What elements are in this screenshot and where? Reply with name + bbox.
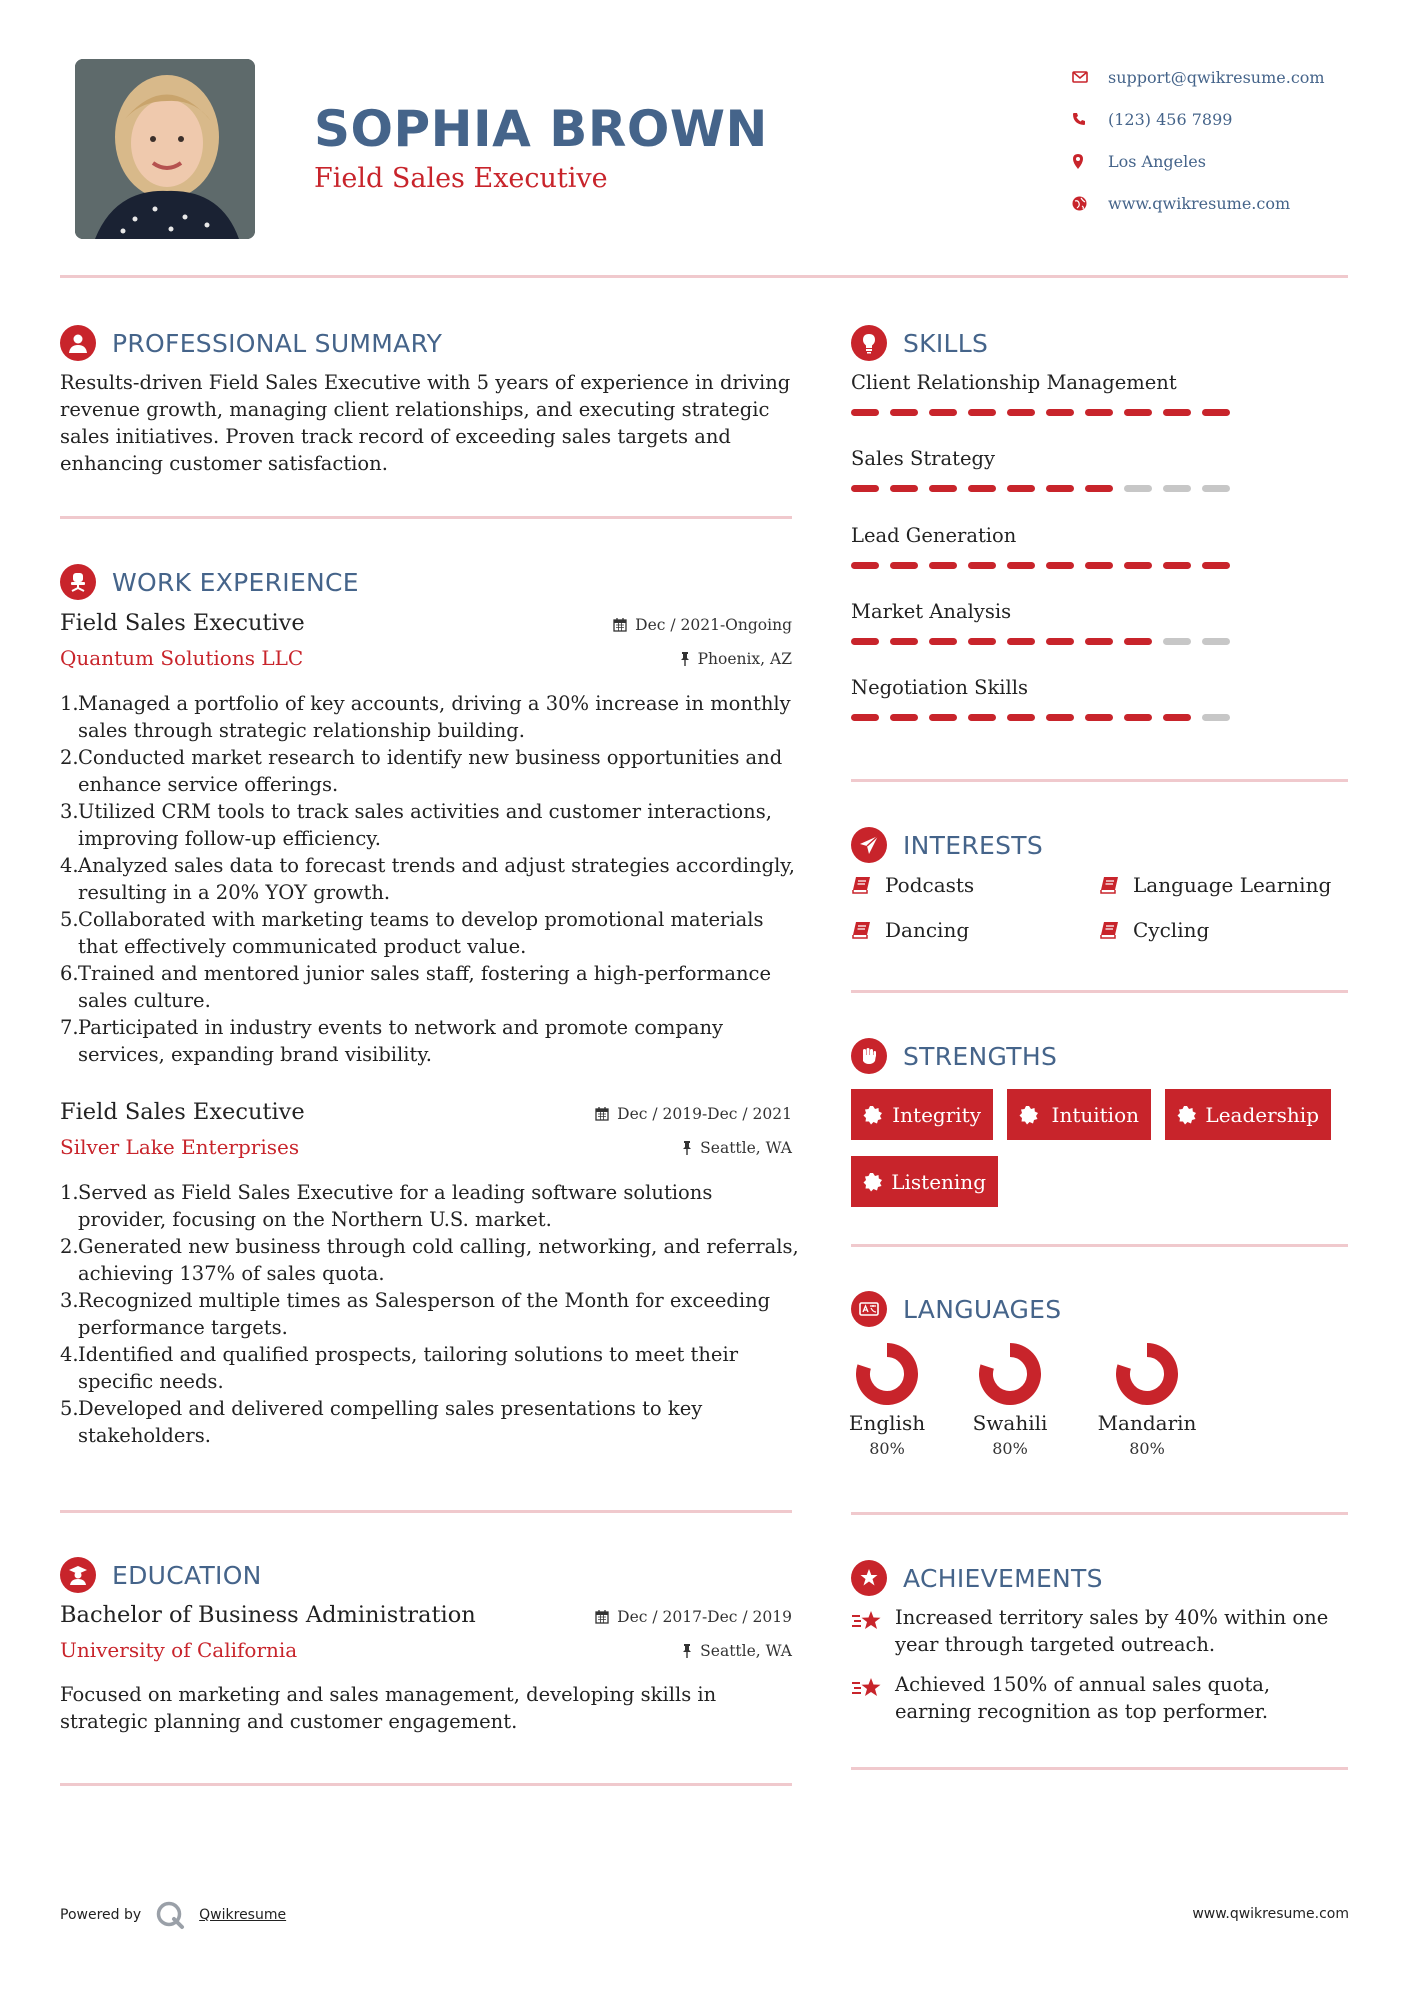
skill-dash-filled [1085, 409, 1113, 416]
education-description: Focused on marketing and sales management, developing skills in strategic planning and customer engagement. [60, 1683, 717, 1733]
skill-item [851, 600, 1271, 623]
list-item: 2.Generated new business through cold calling, networking, and referrals, achieving 137% of sales quota. [60, 1235, 799, 1285]
contact-location-text: Los Angeles [1108, 151, 1206, 171]
strength-label: Listening [891, 1169, 986, 1194]
envelope-icon [1072, 71, 1108, 83]
job-location: Phoenix, AZ [680, 650, 792, 668]
book-icon [1099, 876, 1133, 894]
education-heading [60, 1555, 262, 1595]
summary-heading [60, 323, 442, 363]
skill-dash-filled [1007, 485, 1035, 492]
skill-dash-filled [890, 409, 918, 416]
lightbulb-icon [851, 325, 887, 361]
book-icon [851, 876, 885, 894]
interest-item [851, 873, 974, 897]
contact-email-text: support@qwikresume.com [1108, 67, 1325, 87]
interest-label: Podcasts [885, 873, 975, 897]
skill-dash-filled [1085, 714, 1113, 721]
job-title: Field Sales Executive [60, 1099, 305, 1125]
skill-item [851, 524, 1271, 547]
footer-url[interactable]: www.qwikresume.com [1192, 1906, 1349, 1922]
skill-level-bar [851, 638, 1241, 645]
achievements-divider [851, 1767, 1348, 1770]
graduate-icon [60, 1557, 96, 1593]
language-ring [1116, 1343, 1178, 1405]
skill-level-bar [851, 409, 1241, 416]
skill-level-bar [851, 714, 1241, 721]
skill-dash-filled [890, 485, 918, 492]
skill-dash-filled [851, 409, 879, 416]
strength-badge [851, 1089, 993, 1140]
job-dates: Dec / 2021-Ongoing [613, 616, 792, 634]
skill-level-bar [851, 485, 1241, 492]
skill-dash-filled [968, 638, 996, 645]
calendar-icon [595, 1107, 609, 1121]
list-item: 7.Participated in industry events to network and promote company services, expanding brand visibility. [60, 1016, 724, 1066]
strength-badge [1165, 1089, 1331, 1140]
user-icon [60, 325, 96, 361]
calendar-icon [613, 618, 627, 632]
avatar-illustration [75, 59, 255, 239]
interest-item [1099, 918, 1209, 942]
skill-dash-empty [1124, 485, 1152, 492]
education-divider [60, 1783, 792, 1786]
header-divider [60, 275, 1348, 278]
interest-label: Language Learning [1133, 873, 1332, 897]
skill-dash-filled [1085, 562, 1113, 569]
skill-level-bar [851, 562, 1241, 569]
languages-title: LANGUAGES [903, 1294, 1062, 1324]
language-ring [856, 1343, 918, 1405]
list-item: 2.Conducted market research to identify new business opportunities and enhance service offerings. [60, 746, 783, 796]
achievements-title: ACHIEVEMENTS [903, 1563, 1103, 1593]
skill-dash-filled [968, 562, 996, 569]
badge-icon [863, 1105, 892, 1125]
list-item: 5.Collaborated with marketing teams to develop promotional materials that effectively communicated product value. [60, 908, 764, 958]
languages-divider [851, 1512, 1348, 1515]
phone-icon [1072, 112, 1108, 126]
badge-icon [1019, 1105, 1052, 1125]
skill-name: Sales Strategy [851, 447, 995, 470]
skill-dash-filled [851, 562, 879, 569]
powered-by-label: Powered by [60, 1907, 142, 1923]
badge-icon [1177, 1105, 1205, 1125]
office-chair-icon [60, 564, 96, 600]
summary-divider [60, 516, 792, 519]
skill-dash-filled [1046, 714, 1074, 721]
summary-text: Results-driven Field Sales Executive with 5 years of experience in driving revenue growth, managing client relationships, and executing strategic sales initiatives. Proven track record of exceeding sales targets and enhancing customer satisfaction. [60, 371, 791, 475]
education-dates: Dec / 2017-Dec / 2019 [595, 1608, 792, 1626]
list-item: 3.Recognized multiple times as Salesperson of the Month for exceeding performance targets. [60, 1289, 771, 1339]
skill-dash-filled [1007, 714, 1035, 721]
contact-phone[interactable] [1072, 98, 1372, 140]
globe-icon [1072, 196, 1108, 211]
achievement-item [851, 1604, 1351, 1658]
languages-heading [851, 1289, 1061, 1329]
skill-dash-filled [929, 562, 957, 569]
language-ring-arc [863, 1350, 911, 1398]
fist-icon [851, 1038, 887, 1074]
skill-dash-filled [1124, 714, 1152, 721]
company-name: Quantum Solutions LLC [60, 646, 304, 670]
strengths-title: STRENGTHS [903, 1041, 1058, 1071]
skill-item [851, 447, 1271, 470]
list-item: 3.Utilized CRM tools to track sales activities and customer interactions, improving follow-up efficiency. [60, 800, 772, 850]
book-icon [851, 921, 885, 939]
language-percent: 80% [992, 1439, 1028, 1458]
skill-dash-filled [1124, 409, 1152, 416]
paper-plane-icon [851, 827, 887, 863]
map-pin-icon [1072, 154, 1108, 169]
pin-icon [682, 1141, 692, 1155]
achievement-text: Increased territory sales by 40% within one year through targeted outreach. [895, 1606, 1329, 1656]
contact-email[interactable] [1072, 56, 1372, 98]
qwikresume-logo-icon [155, 1900, 185, 1930]
contact-phone-text: (123) 456 7899 [1108, 109, 1233, 129]
skill-dash-filled [968, 485, 996, 492]
experience-title: WORK EXPERIENCE [112, 567, 359, 597]
skill-item [851, 371, 1271, 394]
contact-location [1072, 140, 1372, 182]
profile-photo [75, 59, 255, 239]
star-medal-icon [851, 1560, 887, 1596]
language-ring [979, 1343, 1041, 1405]
interest-item [1099, 873, 1331, 897]
pin-icon [680, 652, 690, 666]
candidate-name: SOPHIA BROWN [314, 100, 768, 158]
language-name: Swahili [972, 1411, 1048, 1435]
strength-label: Leadership [1205, 1102, 1319, 1127]
skill-name: Client Relationship Management [851, 371, 1177, 394]
skill-dash-filled [1046, 638, 1074, 645]
skill-dash-filled [968, 409, 996, 416]
footer-powered-by [60, 1900, 286, 1930]
interests-divider [851, 990, 1348, 993]
interest-label: Dancing [885, 918, 970, 942]
skill-dash-filled [968, 714, 996, 721]
skill-dash-filled [1085, 638, 1113, 645]
education-location: Seattle, WA [682, 1642, 792, 1660]
book-icon [1099, 921, 1133, 939]
degree-title: Bachelor of Business Administration [60, 1602, 476, 1628]
interest-label: Cycling [1133, 918, 1210, 942]
skill-item [851, 676, 1271, 699]
skill-dash-empty [1202, 638, 1230, 645]
language-percent: 80% [869, 1439, 905, 1458]
job-dates: Dec / 2019-Dec / 2021 [595, 1105, 792, 1123]
skill-dash-filled [1007, 638, 1035, 645]
skill-dash-filled [1163, 409, 1191, 416]
strength-label: Intuition [1051, 1102, 1139, 1127]
strength-badge [851, 1156, 998, 1207]
language-item [960, 1343, 1060, 1458]
skill-name: Negotiation Skills [851, 676, 1028, 699]
contact-list [1072, 56, 1372, 224]
list-item: 6.Trained and mentored junior sales staff, fostering a high-performance sales culture. [60, 962, 771, 1012]
language-item [1097, 1343, 1197, 1458]
list-item: 4.Analyzed sales data to forecast trends and adjust strategies accordingly, resulting in a 20% YOY growth. [60, 854, 795, 904]
skill-dash-filled [890, 638, 918, 645]
list-item: 4.Identified and qualified prospects, tailoring solutions to meet their specific needs. [60, 1343, 739, 1393]
skill-dash-filled [890, 562, 918, 569]
skill-dash-filled [929, 638, 957, 645]
skill-dash-filled [929, 409, 957, 416]
interests-heading [851, 825, 1043, 865]
contact-website[interactable] [1072, 182, 1372, 224]
skill-dash-filled [929, 485, 957, 492]
language-ring-arc [1123, 1350, 1171, 1398]
achievement-text: Achieved 150% of annual sales quota, earning recognition as top performer. [895, 1673, 1271, 1723]
achievements-heading [851, 1558, 1103, 1598]
skill-dash-filled [1163, 562, 1191, 569]
skills-title: SKILLS [903, 328, 989, 358]
shooting-star-icon [851, 1671, 895, 1725]
skill-dash-filled [1046, 409, 1074, 416]
experience-heading [60, 562, 359, 602]
skill-dash-filled [851, 485, 879, 492]
language-name: Mandarin [1097, 1411, 1197, 1435]
list-item: 5.Developed and delivered compelling sales presentations to key stakeholders. [60, 1397, 703, 1447]
skill-dash-filled [1202, 409, 1230, 416]
strengths-heading [851, 1036, 1057, 1076]
job-bullets [60, 1179, 800, 1449]
skill-dash-filled [1007, 562, 1035, 569]
skill-dash-filled [1046, 485, 1074, 492]
interests-title: INTERESTS [903, 830, 1044, 860]
badge-icon [863, 1172, 891, 1192]
company-name: Silver Lake Enterprises [60, 1135, 300, 1159]
experience-divider [60, 1510, 792, 1513]
skill-dash-filled [890, 714, 918, 721]
interest-item [851, 918, 969, 942]
skill-dash-filled [851, 638, 879, 645]
skill-dash-empty [1163, 485, 1191, 492]
skill-dash-filled [929, 714, 957, 721]
skill-dash-filled [1085, 485, 1113, 492]
strength-badge [1007, 1089, 1151, 1140]
education-title: EDUCATION [112, 1560, 262, 1590]
shooting-star-icon [851, 1604, 895, 1658]
skill-dash-empty [1202, 485, 1230, 492]
skill-dash-empty [1163, 638, 1191, 645]
pin-icon [682, 1644, 692, 1658]
skill-dash-filled [1007, 409, 1035, 416]
language-item [837, 1343, 937, 1458]
language-percent: 80% [1129, 1439, 1165, 1458]
strength-label: Integrity [892, 1102, 981, 1127]
job-title: Field Sales Executive [60, 610, 305, 636]
achievement-item [851, 1671, 1351, 1725]
translate-icon [851, 1291, 887, 1327]
skill-dash-filled [851, 714, 879, 721]
skill-dash-filled [1046, 562, 1074, 569]
skill-dash-filled [1202, 562, 1230, 569]
contact-website-text: www.qwikresume.com [1108, 193, 1291, 213]
skills-heading [851, 323, 988, 363]
skill-dash-filled [1124, 562, 1152, 569]
list-item: 1.Served as Field Sales Executive for a leading software solutions provider, focusing on the Northern U.S. market. [60, 1181, 713, 1231]
skill-name: Lead Generation [851, 524, 1017, 547]
skill-name: Market Analysis [851, 600, 1012, 623]
skill-dash-filled [1124, 638, 1152, 645]
calendar-icon [595, 1610, 609, 1624]
skill-dash-filled [1163, 714, 1191, 721]
job-bullets [60, 690, 800, 1068]
list-item: 1.Managed a portfolio of key accounts, driving a 30% increase in monthly sales through strategic relationship building. [60, 692, 791, 742]
skills-divider [851, 779, 1348, 782]
language-ring-arc [986, 1350, 1034, 1398]
candidate-role: Field Sales Executive [314, 163, 608, 194]
skill-dash-empty [1202, 714, 1230, 721]
summary-title: PROFESSIONAL SUMMARY [112, 328, 443, 358]
qwikresume-link[interactable]: Qwikresume [199, 1907, 287, 1923]
school-name: University of California [60, 1638, 298, 1662]
job-location: Seattle, WA [682, 1139, 792, 1157]
language-name: English [848, 1411, 926, 1435]
strengths-divider [851, 1244, 1348, 1247]
